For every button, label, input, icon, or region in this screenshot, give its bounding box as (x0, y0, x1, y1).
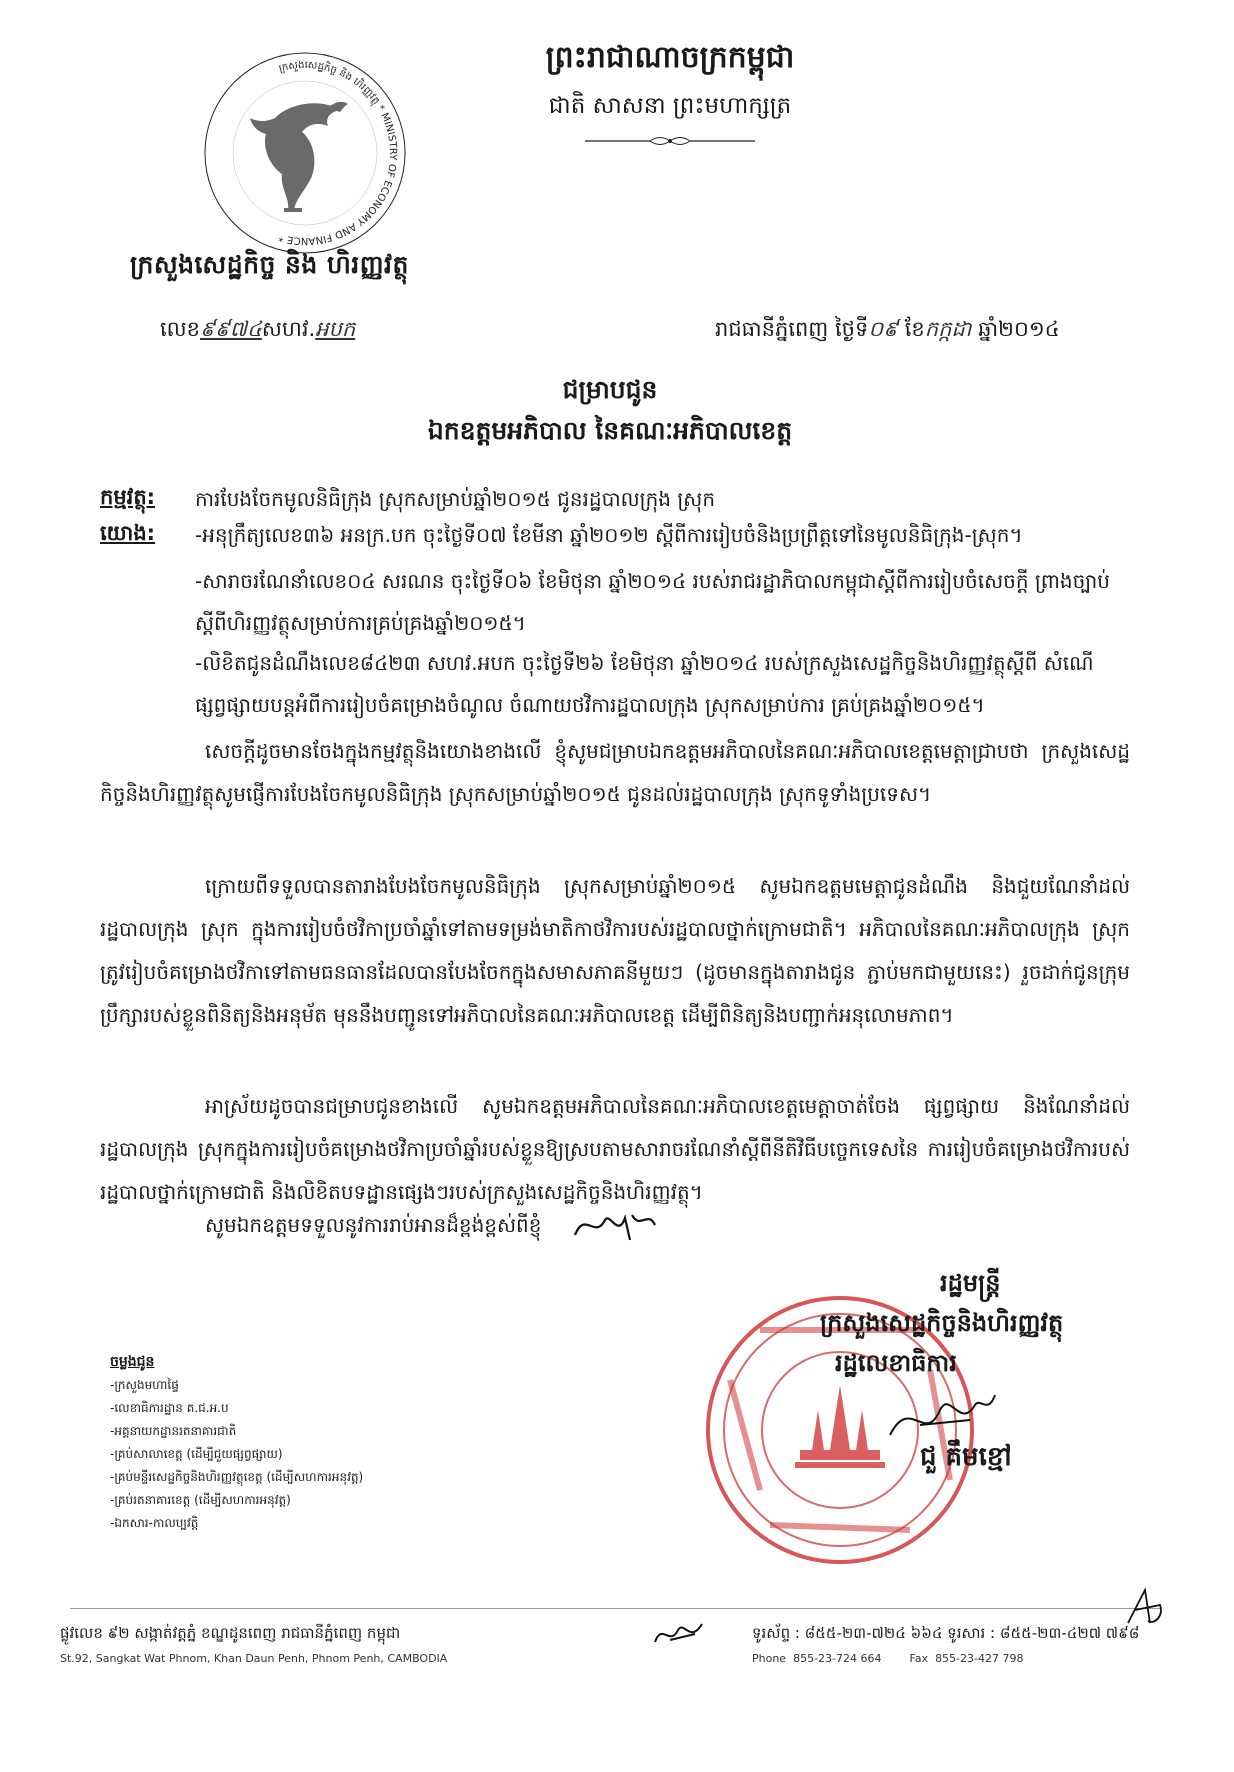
angkor-temple-icon (795, 1385, 885, 1468)
kingdom-title: ព្រះរាជាណាចក្រកម្ពុជា (545, 40, 795, 75)
subject-label: កម្មវត្ថុ: (100, 485, 156, 509)
address-khmer: ផ្លូវលេខ ៩២ សង្កាត់វត្តភ្នំ ខណ្ឌដូនពេញ រាជធានីភ្នំពេញ កម្ពុជា (60, 1624, 401, 1642)
date-day: ០៩ (868, 317, 899, 341)
reference-suffix-handwritten: អបក (315, 317, 356, 341)
date-year: ឆ្នាំ២០១៤ (971, 317, 1060, 341)
copies-label: ចម្លងជូន (110, 1354, 155, 1370)
reference-item: -លិខិតជូនដំណឹងលេខ៨៤២៣ សហវ.អបក ចុះថ្ងៃទី២៦ ខែមិថុនា ឆ្នាំ២០១៤ របស់ក្រសួងសេដ្ឋកិច្ចនិងហិរញ្ញវត្ថុស្តីពី សំណើផ្សព្វផ្សាយបន្តអំពីការរៀបចំគម្រោងចំណូល ចំណាយថវិការដ្ឋបាលក្រុង ស្រុកសម្រាប់ការ គ្រប់គ្រងឆ្នាំ២០១៥។ (195, 651, 1094, 717)
list-item: -លេខាធិការដ្ឋាន គ.ជ.អ.ប (110, 1401, 229, 1415)
letter-date (715, 316, 1060, 347)
reference-prefix: លេខ (160, 317, 200, 341)
list-item: -គ្រប់មន្ទីរសេដ្ឋកិច្ចនិងហិរញ្ញវត្ថុខេត្ត (ដើម្បីសហការអនុវត្ត) (110, 1470, 364, 1484)
date-month: កក្កដា (924, 317, 972, 341)
date-month-label: ខែ (898, 317, 925, 341)
reference-number (160, 316, 355, 347)
body-paragraph: ក្រោយពីទទួលបានតារាងបែងចែកមូលនិធិក្រុង ស្រុកសម្រាប់ឆ្នាំ២០១៥ សូមឯកឧត្តមមេត្តាជូនដំណឹង និងជួយណែនាំដល់រដ្ឋបាលក្រុង ស្រុក ក្នុងការរៀបចំថវិកាប្រចាំឆ្នាំទៅតាមទម្រង់មាតិកាថវិការបស់រដ្ឋបាលថ្នាក់ក្រោមជាតិ។ អភិបាលនៃគណៈអភិបាលក្រុង ស្រុក ត្រូវរៀបចំគម្រោងថវិកាទៅតាមធនធានដែលបានបែងចែកក្នុងសមាសភាគនីមួយៗ (ដូចមានក្នុងតារាងជូន ភ្ជាប់មកជាមួយនេះ) រួចដាក់ជូនក្រុមប្រឹក្សារបស់ខ្លួនពិនិត្យនិងអនុម័ត មុននឹងបញ្ជូនទៅអភិបាលនៃគណៈអភិបាលខេត្ត ដើម្បីពិនិត្យនិងបញ្ជាក់អនុលោមភាព។ (100, 874, 1130, 1027)
reference-number-handwritten: ៩៩៧៤ (200, 317, 262, 341)
list-item: -អគ្គនាយកដ្ឋានរតនាគារជាតិ (110, 1424, 237, 1438)
logo-ring-text: ក្រសួងសេដ្ឋកិច្ច និង ហិរញ្ញវត្ថុ * MINISTRY OF ECONOMY AND FINANCE * (277, 59, 399, 247)
copies-list (110, 1374, 363, 1535)
body-paragraph: អាស្រ័យដូចបានជម្រាបជូនខាងលើ សូមឯកឧត្តមអភិបាលនៃគណៈអភិបាលខេត្តមេត្តាចាត់ចែង ផ្សព្វផ្សាយ និងណែនាំដល់រដ្ឋបាលក្រុង ស្រុកក្នុងការរៀបចំគម្រោងថវិកាប្រចាំឆ្នាំរបស់ខ្លួនឱ្យស្របតាមសារាចរណែនាំស្តីពីនីតិវិធីបច្ចេកទេសនៃ ការរៀបចំគម្រោងថវិការបស់រដ្ឋបាលថ្នាក់ក្រោមជាតិ និងលិខិតបទដ្ឋានផ្សេងៗរបស់ក្រសួងសេដ្ឋកិច្ចនិងហិរញ្ញវត្ថុ។ (100, 1094, 1130, 1204)
reference-item: -អនុក្រឹត្យលេខ៣៦ អនក្រ.បក ចុះថ្ងៃទី០៧ ខែមីនា ឆ្នាំ២០១២ ស្តីពីការរៀបចំនិងប្រព្រឹត្តទៅនៃមូលនិធិក្រុង-ស្រុក។ (195, 523, 1023, 547)
minister-organization: ក្រសួងសេដ្ឋកិច្ចនិងហិរញ្ញវត្ថុ (820, 1309, 1064, 1337)
ornament-divider-icon (585, 134, 755, 148)
national-motto: ជាតិ សាសនា ព្រះមហាក្សត្រ (548, 93, 792, 119)
phone-number: 855-23-724 664 (793, 1652, 882, 1665)
phone-label: Phone (752, 1652, 787, 1665)
subject-text: ការបែងចែកមូលនិធិក្រុង ស្រុកសម្រាប់ឆ្នាំ២០១៥ ជូនរដ្ឋបាលក្រុង ស្រុក (195, 487, 716, 511)
list-item: -គ្រប់រតនាគារខេត្ត (ដើម្បីសហការអនុវត្ត) (110, 1493, 291, 1507)
minister-title: រដ្ឋមន្ត្រី (940, 1269, 1001, 1297)
contact-english (752, 1652, 1023, 1665)
minister-position: រដ្ឋលេខាធិការ (835, 1349, 957, 1377)
ministry-name: ក្រសួងសេដ្ឋកិច្ច និង ហិរញ្ញវត្ថុ (130, 250, 409, 279)
list-item: -គ្រប់សាលាខេត្ត (ដើម្បីជួយផ្សព្វផ្សាយ) (110, 1447, 283, 1461)
recipient: ឯកឧត្តមអភិបាល នៃគណៈអភិបាលខេត្ត (427, 416, 793, 445)
footer-initials (650, 1612, 710, 1652)
fax-label: Fax (909, 1652, 929, 1665)
closing-sentence: សូមឯកឧត្តមទទួលនូវការរាប់អានដ៏ខ្ពង់ខ្ពស់ពីខ្ញុំ (205, 1213, 542, 1237)
body-paragraph: សេចក្តីដូចមានចែងក្នុងកម្មវត្ថុនិងយោងខាងលើ ខ្ញុំសូមជម្រាបឯកឧត្តមអភិបាលនៃគណៈអភិបាលខេត្តមេត្តាជ្រាបថា ក្រសួងសេដ្ឋកិច្ចនិងហិរញ្ញវត្ថុសូមផ្ញើការបែងចែកមូលនិធិក្រុង ស្រុកសម្រាប់ឆ្នាំ២០១៥ ជូនដល់រដ្ឋបាលក្រុង ស្រុកទូទាំងប្រទេស។ (100, 739, 1130, 806)
fax-number: 855-23-427 798 (935, 1652, 1024, 1665)
bird-emblem-icon (250, 102, 348, 212)
salutation: ជម្រាបជូន (562, 375, 658, 404)
reference-item: -សារាចរណែនាំលេខ០៤ សរណន ចុះថ្ងៃទី០៦ ខែមិថុនា ឆ្នាំ២០១៤ របស់រាជរដ្ឋាភិបាលកម្ពុជាស្តីពីការរៀបចំសេចក្តី ព្រាងច្បាប់ស្តីពីហិរញ្ញវត្ថុសម្រាប់ការគ្រប់គ្រងឆ្នាំ២០១៥។ (195, 569, 1110, 635)
list-item: -ឯកសារ-កាលប្បវត្តិ (110, 1516, 199, 1530)
contact-khmer: ទូរស័ព្ទ : ៨៥៥-២៣-៧២៤ ៦៦៤ ទូរសារ : ៨៥៥-២៣-៤២៧ ៧៩៨ (752, 1624, 1140, 1642)
signatory-name: ជួ គឹមខ្មៅ (920, 1442, 1012, 1472)
reference-label: យោង: (100, 521, 156, 545)
list-item: -ក្រសួងមហាផ្ទៃ (110, 1378, 179, 1392)
initials-signature (570, 1200, 660, 1250)
address-english: St.92, Sangkat Wat Phnom, Khan Daun Penh, Phnom Penh, CAMBODIA (60, 1652, 448, 1665)
footer-divider (70, 1608, 1160, 1609)
ministry-logo (200, 48, 410, 258)
footer-initials (1120, 1585, 1170, 1630)
reference-suffix: សហវ. (261, 317, 316, 341)
date-prefix: រាជធានីភ្នំពេញ ថ្ងៃទី (715, 317, 869, 341)
